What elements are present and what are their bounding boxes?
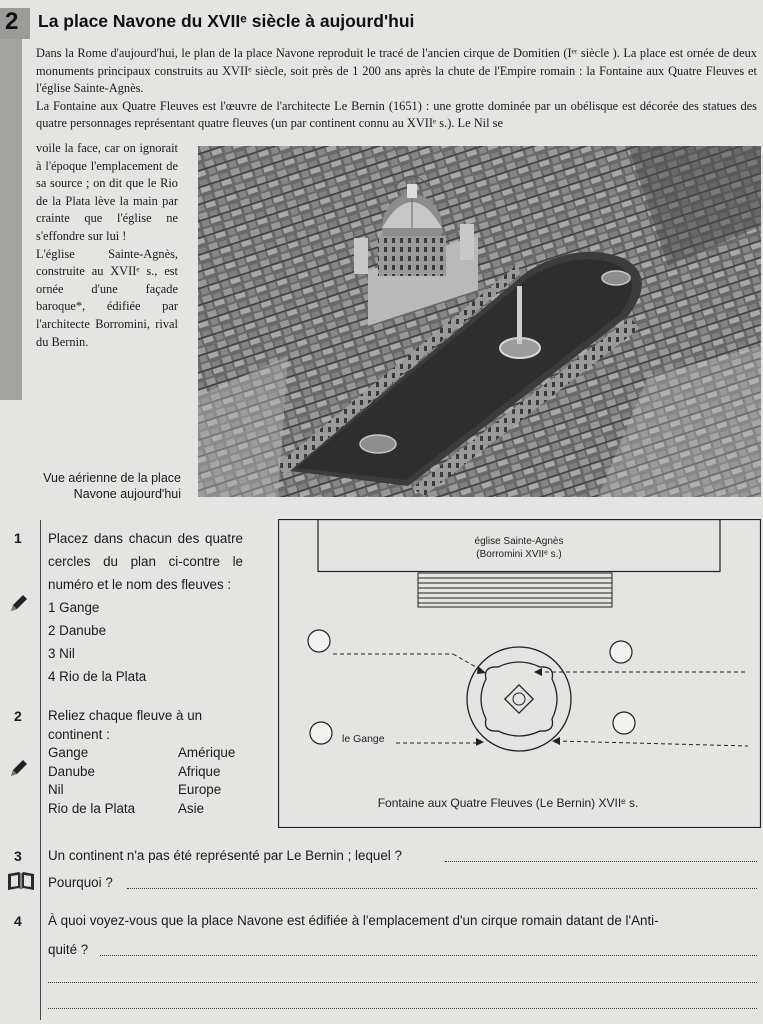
side-paragraph-2: L'église Sainte-Agnès, construite au XVIIᵉ s., est ornée d'une façade baroque*, édifiée par l'architecte Borromini, rival du Bernin. (36, 246, 178, 349)
photo-caption (11, 470, 181, 502)
section-number: 2 (5, 8, 19, 35)
obelisk-base (505, 685, 533, 713)
caption-line-2: Navone aujourd'hui (73, 487, 181, 501)
q2-river-danube[interactable]: Danube (48, 763, 95, 779)
q1-river-2: 2 Danube (48, 623, 107, 638)
pointer-lines (333, 654, 748, 746)
fountain-grotto (481, 662, 557, 736)
pencil-icon (8, 757, 30, 779)
caption-line-1: Vue aérienne de la place (43, 471, 181, 485)
side-paragraph-1: voile la face, car on ignorait à l'époque l'emplacement de sa source ; on dit que le Rio de la Plata lève la main par crainte que l'église ne s'effondre sur lui ! (36, 141, 178, 243)
q1-river-3: 3 Nil (48, 646, 75, 661)
q4-answer-line-2[interactable] (48, 982, 757, 983)
q3-followup: Pourquoi ? (48, 875, 113, 890)
q1-river-1: 1 Gange (48, 600, 100, 615)
church-label-1: église Sainte-Agnès (474, 536, 564, 547)
q2-number: 2 (14, 708, 22, 724)
intro-text (36, 45, 757, 133)
river-circle-4[interactable] (613, 712, 635, 734)
obelisk-center (513, 693, 525, 705)
q1-text: Placez dans chacun des quatre cercles du plan ci-contre le numéro et le nom des fleuves : (48, 531, 243, 592)
plan-frame (279, 520, 761, 828)
q2-block (48, 706, 248, 818)
q2-continents (178, 744, 235, 818)
q2-river-nil[interactable]: Nil (48, 782, 64, 797)
aerial-photo (198, 146, 761, 497)
river-circle-2[interactable] (610, 641, 632, 663)
section-number-box (0, 8, 30, 39)
q4-number: 4 (14, 913, 22, 929)
river-circle-3[interactable] (310, 722, 332, 744)
pointer-arrowheads (476, 666, 560, 746)
q1-number: 1 (14, 530, 22, 546)
q4-answer-line-3[interactable] (48, 1008, 757, 1009)
section-title: La place Navone du XVIIᵉ siècle à aujourd'hui (38, 11, 415, 31)
q2-continent-amerique[interactable]: Amérique (178, 745, 236, 760)
q2-continent-asie[interactable]: Asie (178, 800, 205, 816)
q3-text: Un continent n'a pas été représenté par Le Bernin ; lequel ? (48, 848, 402, 863)
q4-text-line1: À quoi voyez-vous que la place Navone est édifiée à l'emplacement d'un cirque romain datant de l'Anti- (48, 913, 659, 928)
intro-paragraph-1: Dans la Rome d'aujourd'hui, le plan de la place Navone reproduit le tracé de l'ancien cirque de Domitien (Iᵉʳ siècle ). La place est ornée de deux monuments principaux construits au XVIIᵉ siècle, soit près de 1 200 ans après la chute de l'Empire romain : la Fontaine aux Quatre Fleuves et l'église Sainte-Agnès. (36, 46, 757, 96)
q2-river-gange[interactable]: Gange (48, 745, 89, 760)
q4-answer-line-1[interactable] (100, 955, 757, 956)
river-circle-1[interactable] (308, 630, 330, 652)
q2-continent-afrique[interactable]: Afrique (178, 763, 221, 779)
exercise-rule (40, 520, 41, 1020)
pencil-icon (8, 592, 30, 614)
church-steps (418, 573, 612, 607)
fountain-caption: Fontaine aux Quatre Fleuves (Le Bernin) XVIIᵉ s. (377, 796, 639, 810)
q1-river-4: 4 Rio de la Plata (48, 669, 147, 684)
q2-columns (48, 744, 248, 818)
intro-paragraph-2: La Fontaine aux Quatre Fleuves est l'œuvre de l'architecte Le Bernin (1651) : une grotte dominée par un obélisque est décorée des statues des quatre personnages représentant quatre fleuves (un par continent connu au XVIIᵉ s.). Le Nil se (36, 98, 757, 131)
side-text (36, 140, 178, 351)
q2-text: Reliez chaque fleuve à un continent : (48, 708, 203, 742)
q1-block (48, 527, 243, 688)
ganges-label: le Gange (342, 733, 385, 745)
q3-answer-line[interactable] (445, 861, 757, 862)
q3-followup-answer-line[interactable] (127, 888, 757, 889)
book-icon (6, 870, 36, 892)
q3-number: 3 (14, 848, 22, 864)
section-side-bar (0, 8, 22, 400)
church-label-2: (Borromini XVIIᵉ s.) (476, 549, 562, 560)
q2-river-rio[interactable]: Rio de la Plata (48, 800, 136, 816)
piazza-plan-diagram (278, 519, 761, 828)
q2-continent-europe[interactable]: Europe (178, 782, 222, 797)
q2-rivers (48, 744, 178, 818)
q4-text-line2: quité ? (48, 942, 89, 957)
